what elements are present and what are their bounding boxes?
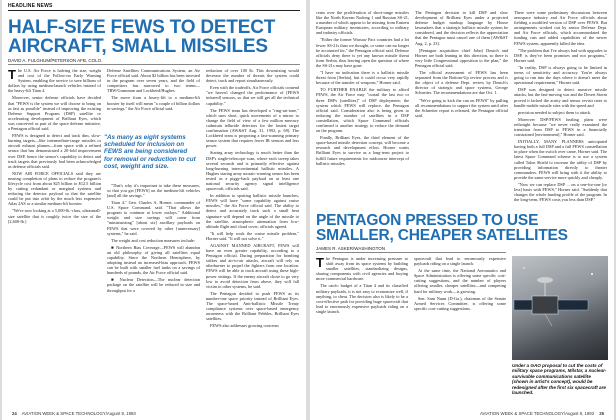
column-3 bbox=[206, 68, 299, 404]
article-byline: DAVID A. FULGHUM/PETERSON AFB, COLO. bbox=[8, 58, 103, 63]
paragraph: "I have no indication there is a ballistic missile threat from [Serbia], but it could occur very rapidly because of the transfer of weapons," Horner said. bbox=[316, 70, 409, 86]
paragraph: "The problem that I've always had with upgrades to DSP, is they've been promises and not programs," Horner said. bbox=[514, 47, 607, 63]
column-2 bbox=[415, 10, 508, 210]
paragraph: "In reality, DSP is always going to be limited in terms of sensitivity and accuracy. You're always going to run into the days where it doesn't meet the operational requirement," Horner said. bbox=[514, 64, 607, 86]
paragraph: Titan 4," Gen. Charles A. Horner, commander of U.S. Space Command, said. "That allows the program to continue at lower outlays." Additional weight and size savings will come from "miniaturizing" [about six] ancillary payloads on FEWS that were covered by other [unnecessary] systems," he said. bbox=[107, 200, 200, 236]
column-1 bbox=[8, 68, 101, 404]
paragraph: "Either the former Warsaw Pact countries had a lot fewer SS-21s than we thought, or some can no longer be accounted for," the Pentagon official said. Defense officials deny there is yet any known missile threat from Serbia, thus leaving open the question of where the SS-21s may have gone. bbox=[316, 37, 409, 68]
paragraph: NOW AIR FORCE OFFICIALS said they are nearing completion of plans to reduce the program's lifecycle cost from about $25 billion to $12.5 billion by cutting redundant or marginal systems and reducing the detector payload so that the satellite could be put into orbit by the much less expensive Atlas 2AS or a similar medium-lift booster. bbox=[8, 170, 101, 207]
paragraph: The move from a heavy-lift to a medium-lift booster by itself will mean "a couple of billion dollars in savings," the Air Force official said. bbox=[107, 95, 200, 111]
paragraph: There were some preliminary discussions between aerospace industry and Air Force officials about fielding a modified version of DSP over FEWS. But arrangements worked out by senior Defense Dept. and Air Force officials, which accommodated the funding cuts and added capabilities of the newer FEWS system, apparently killed the idea. bbox=[514, 10, 607, 46]
byline-rule bbox=[8, 64, 300, 65]
second-byline: JAMES R. ASKER/WASHINGTON bbox=[316, 246, 386, 251]
paragraph: Moreover, senior defense officials have decided that "FEWS is the system we will choose to bring on as fast as possible" instead of improving the existing Defense Support Program (DSP) satellite or accelerating development of Brilliant Eyes, which was conceived as part of the space defense initiative, a Pentagon official said. bbox=[8, 95, 101, 132]
paragraph: FEWS is designed to detect and track dim, slow-burning targets—like intermediate-range missiles or aircraft exhaust plumes—from space with a refined sensor that has demonstrated a 20-fold improvement over DSP, hence the sensor's capability to detect and track targets that previously had been acknowledged as defense officials said. bbox=[8, 133, 101, 169]
paragraph: The catch: budget of a Titan 4 and its classified military payloads, it is not easy to economize well, if anything, to cheat. The decision also is likely to be a cost-effective path for providing huge spacecraft that lead to enormously expensive payloads riding on a single launch. bbox=[316, 283, 408, 314]
satellite-illustration bbox=[512, 256, 608, 360]
paragraph: [Pentagon acquisition chief John] Deutch and Horner are both leaning in this direction, so there is very little Congressional opposition to the plan," the Pentagon official said. bbox=[415, 47, 508, 68]
page-footer bbox=[480, 411, 608, 416]
paragraph: Defense Satellites Communications System, an Air Force official said. About $2 billion has been invested in the program over seven years, and the field of competitors has narrowed to two teams—TRW/Grumman and Lockheed/Hughes. bbox=[107, 68, 200, 94]
paragraph: In addition to spotting ballistic missile launches, FEWS will have "some capability against cruise missiles," the Air Force official said. The ability to detect and accurately track such a small heat signature will depend on the angle of the missile to the satellite, atmospheric attenuation from low-altitude flight and cloud cover, officials agreed. bbox=[206, 193, 299, 229]
paragraph: AGAINST MANNED AIRCRAFT, FEWS will have an even greater capability, according to a Pentagon official. During preparation for bombing strikes and air-to-air attacks, aircraft will rely on afterburner to propel the fighters from one location. FEWS will be able to track aircraft using these high-power settings. If the enemy aircraft chose to go very low to avoid detection from above, they will fall victim to other systems, he said. bbox=[206, 243, 299, 289]
paragraph: spacecraft that lead to enormously expensive payloads riding on a single launch. bbox=[414, 256, 506, 267]
paragraph: INITIALLY, MANY PLANNERS anticipated having both a full DSP and a full FEWS constellation in place when the switch over came, Horner said. The latest Space Command scheme is to use a system called Talon Shield to increase the utility of DSP by providing information directly to theater commanders. FEWS will bring with it the ability to provide the same service more quickly and cheaply. bbox=[514, 139, 607, 180]
pull-quote: "As many as eight systems scheduled for inclusion on FEWS are being considered for removal or reduction to cut cost, weight and size. bbox=[104, 130, 200, 174]
footer-publication: AVIATION WEEK & SPACE TECHNOLOGY/August 9, 1993 bbox=[21, 411, 136, 416]
paragraph: "We're now looking at a 5,000-lb.-class, ultrasmall-size satellite that is roughly twice the size of the [2,600-lb.] bbox=[8, 208, 101, 224]
page-number: 24 bbox=[12, 411, 17, 416]
paragraph: TO FURTHER ENABLE the military to afford FEWS, the Air Force may "curtail the last two or three DSPs [satellites]" of DSP deployment; the system which FEWS will replace, the Pentagon official said. Consideration also is being given to reducing the number of satellites in a DSP constellation, which Space Command officials confirmed is another strategy to reduce the demand on the program. bbox=[316, 87, 409, 134]
paragraph: Moreover DSP/FEWS healing plans were rethought because "we never really examined the transition from DSP to FEWS in a financially constrained [environment]," Horner said. bbox=[514, 116, 607, 138]
page-number: 25 bbox=[599, 411, 604, 416]
paragraph: Even with the tradeoffs, Air Force officials contend "we haven't changed the performance of [FEWS infrared] sensors, so that we still get all the technical capability." bbox=[206, 85, 299, 106]
paragraph: DSP was designed to detect massive missile attacks, but the fast-moving war and the Desert Storm proved it lacked the acuity and sensor revisit rates to handle mobile missile sites with the speed and bbox=[514, 87, 607, 108]
paragraph: ■ Northern Bias Coverage—FEWS will abandon an old philosophy of giving all satellites equal capability. Since the Northern Hemisphere, by adopting instead an increased-bias approach, FEWS can be built with smaller fuel tanks on a savings of hundreds of pounds, the Air Force official said. bbox=[107, 244, 200, 276]
paragraph: Finally, Brilliant Eyes, the third element of the space-based missile detection concept, will become a research and development effort. Horner wants Brilliant Eyes to survive as a long-term project to fulfill future requirements for midcourse intercept of ballistic missiles. bbox=[316, 135, 409, 166]
footer-publication: AVIATION WEEK & SPACE TECHNOLOGY/August 9, 1993 bbox=[479, 411, 595, 416]
paragraph: reduction of over 100 lb. This downsizing would decrease the number of threats the system could detect, track and report simultaneously. bbox=[206, 68, 299, 84]
column-2 bbox=[107, 68, 200, 404]
paragraph: Staring array technology is much better than the DSP's single-telescope scan, where each sweep takes several seconds and is primarily effective against long-burning intercontinental ballistic missiles. A Hughes staring array mosaic-warning sensor has been tested as a piggy-back payload on at least one national security agency signal intelligence spacecraft, officials said. bbox=[206, 150, 299, 192]
page-footer bbox=[8, 411, 136, 416]
paragraph: The weight and cost reduction measures include: bbox=[111, 237, 196, 243]
continued-columns bbox=[316, 10, 608, 210]
second-headline: PENTAGON PRESSED TO USE SMALLER, CHEAPER SATELLITES bbox=[316, 212, 568, 244]
paragraph: "It will help work the cruise missile problem," Horner said. "It will not solve it." bbox=[206, 230, 299, 241]
section-tag: HEADLINE NEWS bbox=[8, 3, 53, 9]
paragraph: The Pentagon decision to kill DSP and slow development of Brilliant Eyes under a projected defense budget markup language by House lawmakers that a strategic ballistic missile system be considered, and the decision reflects the appreciation that the Pentagon must cancel one of them [AW&ST Aug. 2, p. 23]. bbox=[415, 10, 508, 46]
article-columns bbox=[8, 68, 300, 404]
paragraph: The Pentagon decided to push FEWS as its number-one space priority instead of Brilliant Eyes. The space-based Anti-ballistic Missile Treaty compliance systems over space-based emergency awareness with the Brilliant Pebbles, Brilliant Eyes satellites. bbox=[206, 290, 299, 322]
paragraph: he Pentagon is under increasing pressure to shift away from its space systems by building smaller satellites, standardizing designs, sharing components with civil agencies and buying more commercial hardware. bbox=[316, 256, 408, 282]
paragraph: The FEWS team has developed a "ring-sat-tone," which uses short, quick movements of a mirror to change the field of view of a few million mercury cadmium telluride detectors for the fastest target confirmation (AW&ST Aug. 31, 1992, p. 69). The Lockheed team is proposing a fast-scanning primary sensor system that requires fewer IR sensors and less power. bbox=[206, 107, 299, 149]
paragraph: ■ Nuclear Detection—The nuclear detection package on the satellite will be reduced in size and throughput for a bbox=[107, 277, 200, 293]
paragraph: "Now we can replace DSP ... on a one-for-one [or less] basis with FEWS," Horner said. "Suddenly that changes the whole funding profile of the program. In the long-term, FEWS costs you less than DSP." bbox=[514, 181, 607, 203]
paragraph: precision needed to subject them to attack. bbox=[518, 109, 592, 115]
right-page bbox=[310, 0, 614, 420]
byline-rule bbox=[316, 252, 506, 253]
photo-block bbox=[512, 256, 608, 404]
second-article-columns bbox=[316, 256, 506, 406]
satellite-photo bbox=[512, 256, 608, 360]
paragraph: he U.S. Air Force is halving the size, weight and cost of the Follow-on Early Warning System, enabling the service to save billions of dollars by using medium-launch vehicles instead of the heavy-lift Titan 4. bbox=[8, 68, 101, 94]
column-3 bbox=[514, 10, 607, 210]
column-1 bbox=[316, 256, 408, 406]
paragraph: cerns over the proliferation of short-range missiles like the North Korean Nodong 1 and Russian SS-21, a number of which appear to be missing from Eastern European military inventories, according to military and industry officials. bbox=[316, 10, 409, 36]
top-rule bbox=[8, 10, 300, 11]
paragraph: "That's why it's important to take these measures, so that you get [FEWS] on the medium-lift vehicles [and] all the savings." bbox=[107, 182, 200, 198]
photo-caption: Under a GAO proposal to cut the costs of military space programs, Milstar, a nuclear-survivable communications satellite (shown in artist's concept), would be redesigned after the first six spacecraft are launched. bbox=[512, 363, 607, 396]
left-page bbox=[2, 0, 306, 420]
article-headline: HALF-SIZE FEWS TO DETECT AIRCRAFT, SMALL MISSILES bbox=[8, 17, 276, 57]
drop-cap: T bbox=[316, 256, 324, 270]
paragraph: At the same time, the National Aeronautics and Space Administration is offering some specific cost-cutting suggestions, and the number of players offering smaller, cheaper satellites—and competing hard for military work—is growing. bbox=[414, 268, 506, 294]
drop-cap: T bbox=[8, 68, 16, 82]
paragraph: Sen. Sam Nunn (D-Ga.), chairman of the Senate Armed Services Committee, is offering some specific cost-cutting suggestions. bbox=[414, 295, 506, 311]
column-2 bbox=[414, 256, 506, 406]
paragraph: The official assessment of FEWS has been separated from the Bottom-Up review process and is the object of a defense Dept. review by Deutch's director of strategic and space systems, George Schneiter. The recommendations are due Oct. 1. bbox=[415, 70, 508, 96]
paragraph: FEWS also addresses growing concerns bbox=[210, 323, 279, 329]
paragraph: "We're going to kick the can on FEWS" by pulling all recommendations to support the system until after the Schneiter report is released, the Pentagon official said. bbox=[415, 97, 508, 118]
column-1 bbox=[316, 10, 409, 210]
